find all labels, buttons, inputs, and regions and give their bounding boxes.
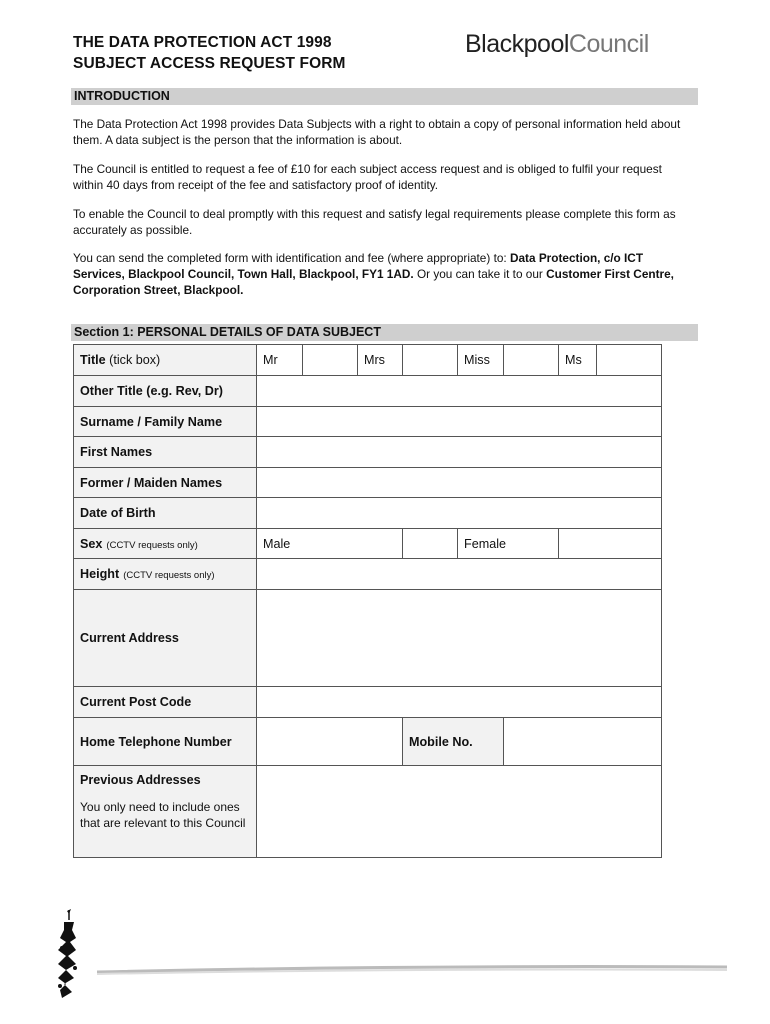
- former-names-label: Former / Maiden Names: [74, 468, 257, 498]
- row-sex: [74, 529, 662, 559]
- form-title: [73, 32, 346, 74]
- tick-box-mrs[interactable]: [403, 345, 458, 376]
- other-title-label: Other Title (e.g. Rev, Dr): [74, 376, 257, 407]
- mobile-label: Mobile No.: [403, 718, 504, 766]
- row-current-address: [74, 590, 662, 687]
- row-first-names: [74, 437, 662, 468]
- sex-label: Sex (CCTV requests only): [74, 529, 257, 559]
- surname-label: Surname / Family Name: [74, 407, 257, 437]
- row-current-postcode: [74, 687, 662, 718]
- current-address-label: Current Address: [74, 590, 257, 687]
- logo-council: Council: [568, 30, 649, 58]
- tick-box-mr[interactable]: [303, 345, 358, 376]
- blackpool-council-logo: [465, 30, 649, 59]
- title-label: Title (tick box): [74, 345, 257, 376]
- intro-paragraph-4: [73, 250, 695, 298]
- intro-paragraph-2: The Council is entitled to request a fee of £10 for each subject access request and is obliged to fulfil your request within 40 days from receipt of the fee and satisfactory proof of identity.: [73, 162, 662, 192]
- current-postcode-label: Current Post Code: [74, 687, 257, 718]
- title-line-1: THE DATA PROTECTION ACT 1998: [73, 34, 332, 51]
- intro-heading: INTRODUCTION: [71, 88, 698, 105]
- title-option-ms: Ms: [559, 345, 597, 376]
- row-surname: [74, 407, 662, 437]
- title-option-mr: Mr: [257, 345, 303, 376]
- previous-addresses-label: Previous Addresses You only need to include ones that are relevant to this Council: [74, 766, 257, 858]
- first-names-label: First Names: [74, 437, 257, 468]
- previous-addresses-field[interactable]: [257, 766, 662, 858]
- home-phone-label: Home Telephone Number: [74, 718, 257, 766]
- footer-decorative-line: [97, 962, 727, 976]
- title-line-2: SUBJECT ACCESS REQUEST FORM: [73, 55, 346, 72]
- p4-text-a: You can send the completed form with identification and fee (where appropriate) to:: [73, 251, 510, 265]
- row-former-names: [74, 468, 662, 498]
- surname-field[interactable]: [257, 407, 662, 437]
- intro-paragraph-3: To enable the Council to deal promptly with this request and satisfy legal requirements please complete this form as accurately as possible.: [73, 207, 676, 237]
- section1-heading: Section 1: PERSONAL DETAILS OF DATA SUBJECT: [71, 324, 698, 341]
- p4-customer-centre: Customer First Centre, Corporation Street, Blackpool.: [73, 267, 674, 297]
- logo-blackpool: Blackpool: [465, 30, 569, 58]
- row-dob: [74, 498, 662, 529]
- intro-paragraph-1: The Data Protection Act 1998 provides Data Subjects with a right to obtain a copy of personal information held about them. A data subject is the person that the information is about.: [73, 117, 681, 147]
- home-phone-field[interactable]: [257, 718, 403, 766]
- sex-option-male: Male: [257, 529, 403, 559]
- other-title-field[interactable]: [257, 376, 662, 407]
- dob-label: Date of Birth: [74, 498, 257, 529]
- tick-box-male[interactable]: [403, 529, 458, 559]
- row-height: [74, 559, 662, 590]
- current-postcode-field[interactable]: [257, 687, 662, 718]
- first-names-field[interactable]: [257, 437, 662, 468]
- row-phone: [74, 718, 662, 766]
- p4-address: Data Protection, c/o ICT Services, Blackpool Council, Town Hall, Blackpool, FY1 1AD.: [73, 251, 644, 281]
- row-other-title: [74, 376, 662, 407]
- title-option-miss: Miss: [458, 345, 504, 376]
- height-field[interactable]: [257, 559, 662, 590]
- sex-option-female: Female: [458, 529, 559, 559]
- tick-box-miss[interactable]: [504, 345, 559, 376]
- row-previous-addresses: [74, 766, 662, 858]
- title-option-mrs: Mrs: [358, 345, 403, 376]
- mobile-field[interactable]: [504, 718, 662, 766]
- tick-box-female[interactable]: [559, 529, 662, 559]
- current-address-field[interactable]: [257, 590, 662, 687]
- former-names-field[interactable]: [257, 468, 662, 498]
- height-label: Height (CCTV requests only): [74, 559, 257, 590]
- council-emblem-icon: [54, 908, 84, 1000]
- previous-addresses-note: You only need to include ones that are relevant to this Council: [80, 800, 246, 830]
- personal-details-table: [73, 344, 662, 858]
- row-title: [74, 345, 662, 376]
- tick-box-ms[interactable]: [597, 345, 662, 376]
- dob-field[interactable]: [257, 498, 662, 529]
- p4-text-c: Or you can take it to our: [413, 267, 547, 281]
